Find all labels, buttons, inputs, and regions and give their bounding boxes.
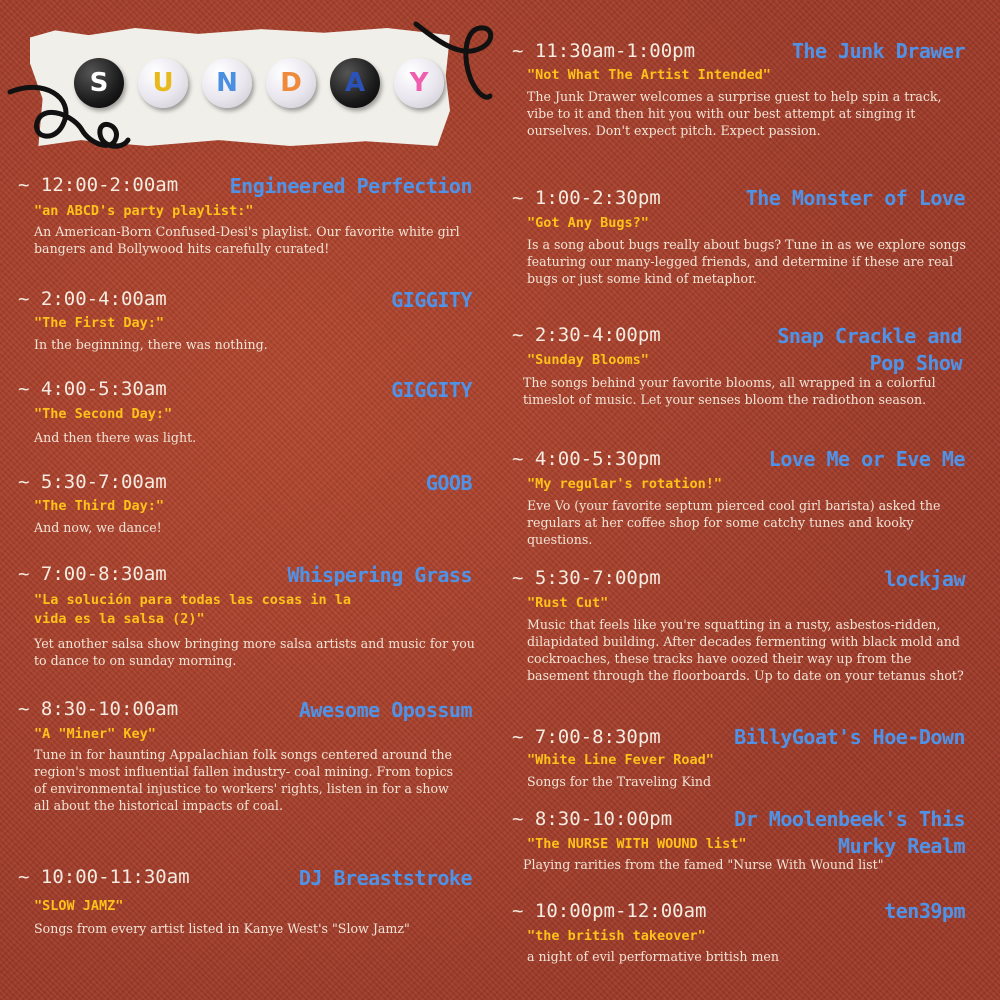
slot-host: The Monster of Love xyxy=(745,186,965,210)
slot-title: "The Second Day:" xyxy=(34,406,173,422)
slot-host: GIGGITY xyxy=(391,288,472,312)
slot-time: ~ 11:30am-1:00pm xyxy=(512,40,696,62)
slot-description: Is a song about bugs really about bugs? Tune in as we explore songs featuring our many-legged friends, and determine if these are real bugs or just some kind of metaphor. xyxy=(527,237,966,286)
slot-time: ~ 5:30-7:00pm xyxy=(512,567,661,589)
bead-letter-s: S xyxy=(74,58,124,108)
slot-title: "My regular's rotation!" xyxy=(527,476,723,492)
slot-title: "The Third Day:" xyxy=(34,498,165,514)
slot-host: GOOB xyxy=(425,471,472,495)
slot-description: Music that feels like you're squatting in a rusty, asbestos-ridden, dilapidated building. After decades fermenting with black mold and cockroaches, these tracks have oozed their way up from the basement through the floorboards. Up to date on your tetanus shot? xyxy=(527,617,964,683)
slot-time: ~ 1:00-2:30pm xyxy=(512,187,661,209)
slot-title: "White Line Fever Road" xyxy=(527,752,714,768)
slot-title: "A "Miner" Key" xyxy=(34,726,156,742)
bead-letter-a: A xyxy=(330,58,380,108)
slot-time: ~ 8:30-10:00am xyxy=(18,698,179,720)
slot-description: Tune in for haunting Appalachian folk songs centered around the region's most influential fallen industry- coal mining. From topics of environmental injustice to workers' rights, listen in for a show all about the historical impacts of coal. xyxy=(34,747,454,813)
slot-host: ten39pm xyxy=(884,899,965,923)
slot-host: Love Me or Eve Me xyxy=(768,447,965,471)
slot-description: The Junk Drawer welcomes a surprise guest to help spin a track, vibe to it and then hit you with our best attempt at singing it ourselves. Don't expect pitch. Expect passion. xyxy=(527,89,942,138)
slot-description: a night of evil performative british men xyxy=(527,949,779,964)
slot-time: ~ 12:00-2:00am xyxy=(18,174,179,196)
slot-host: Engineered Perfection xyxy=(229,174,472,198)
slot-title: "Rust Cut" xyxy=(527,595,609,611)
slot-time: ~ 7:00-8:30am xyxy=(18,563,167,585)
slot-host: lockjaw xyxy=(884,567,965,591)
bead-letter-y: Y xyxy=(394,58,444,108)
squiggle-left-decoration xyxy=(4,78,134,168)
slot-title: "SLOW JAMZ" xyxy=(34,898,124,914)
bead-letter-u: U xyxy=(138,58,188,108)
slot-title: "Sunday Blooms" xyxy=(527,352,649,368)
slot-description: The songs behind your favorite blooms, all wrapped in a colorful timeslot of music. Let your senses bloom the radiothon season. xyxy=(523,375,936,407)
slot-title: "an ABCD's party playlist:" xyxy=(34,203,254,219)
slot-host: Dr Moolenbeek's This Murky Realm xyxy=(734,807,965,858)
slot-time: ~ 5:30-7:00am xyxy=(18,471,167,493)
slot-time: ~ 10:00pm-12:00am xyxy=(512,900,707,922)
slot-host: GIGGITY xyxy=(391,378,472,402)
slot-host: Awesome Opossum xyxy=(298,698,472,722)
slot-time: ~ 10:00-11:30am xyxy=(18,866,190,888)
slot-title: "the british takeover" xyxy=(527,928,706,944)
slot-time: ~ 2:00-4:00am xyxy=(18,288,167,310)
bead-letter-n: N xyxy=(202,58,252,108)
bead-letter-d: D xyxy=(266,58,316,108)
slot-title: "The First Day:" xyxy=(34,315,165,331)
slot-description: Songs for the Traveling Kind xyxy=(527,774,712,789)
slot-time: ~ 2:30-4:00pm xyxy=(512,324,661,346)
slot-host: The Junk Drawer xyxy=(791,39,965,63)
slot-host: Snap Crackle and Pop Show xyxy=(777,324,962,375)
slot-time: ~ 8:30-10:00pm xyxy=(512,808,673,830)
slot-description: Eve Vo (your favorite septum pierced cool girl barista) asked the regulars at her coffee shop for some catchy tunes and kooky questions. xyxy=(527,498,941,547)
slot-description: An American-Born Confused-Desi's playlist. Our favorite white girl bangers and Bollywood hits carefully curated! xyxy=(34,224,460,256)
slot-title: "The NURSE WITH WOUND list" xyxy=(527,836,747,852)
slot-title: "La solución para todas las cosas in la vida es la salsa (2)" xyxy=(34,592,351,627)
slot-description: Songs from every artist listed in Kanye West's "Slow Jamz" xyxy=(34,921,410,936)
slot-time: ~ 4:00-5:30am xyxy=(18,378,167,400)
slot-description: Yet another salsa show bringing more salsa artists and music for you to dance to on sunday morning. xyxy=(34,636,475,668)
slot-description: And then there was light. xyxy=(34,430,197,445)
slot-host: BillyGoat's Hoe-Down xyxy=(734,725,965,749)
slot-description: And now, we dance! xyxy=(34,520,162,535)
slot-time: ~ 7:00-8:30pm xyxy=(512,726,661,748)
slot-description: Playing rarities from the famed "Nurse With Wound list" xyxy=(523,857,884,872)
slot-time: ~ 4:00-5:30pm xyxy=(512,448,661,470)
slot-host: DJ Breaststroke xyxy=(298,866,472,890)
slot-host: Whispering Grass xyxy=(287,563,472,587)
squiggle-right-decoration xyxy=(410,16,510,106)
slot-description: In the beginning, there was nothing. xyxy=(34,337,268,352)
slot-title: "Not What The Artist Intended" xyxy=(527,67,771,83)
slot-title: "Got Any Bugs?" xyxy=(527,215,649,231)
